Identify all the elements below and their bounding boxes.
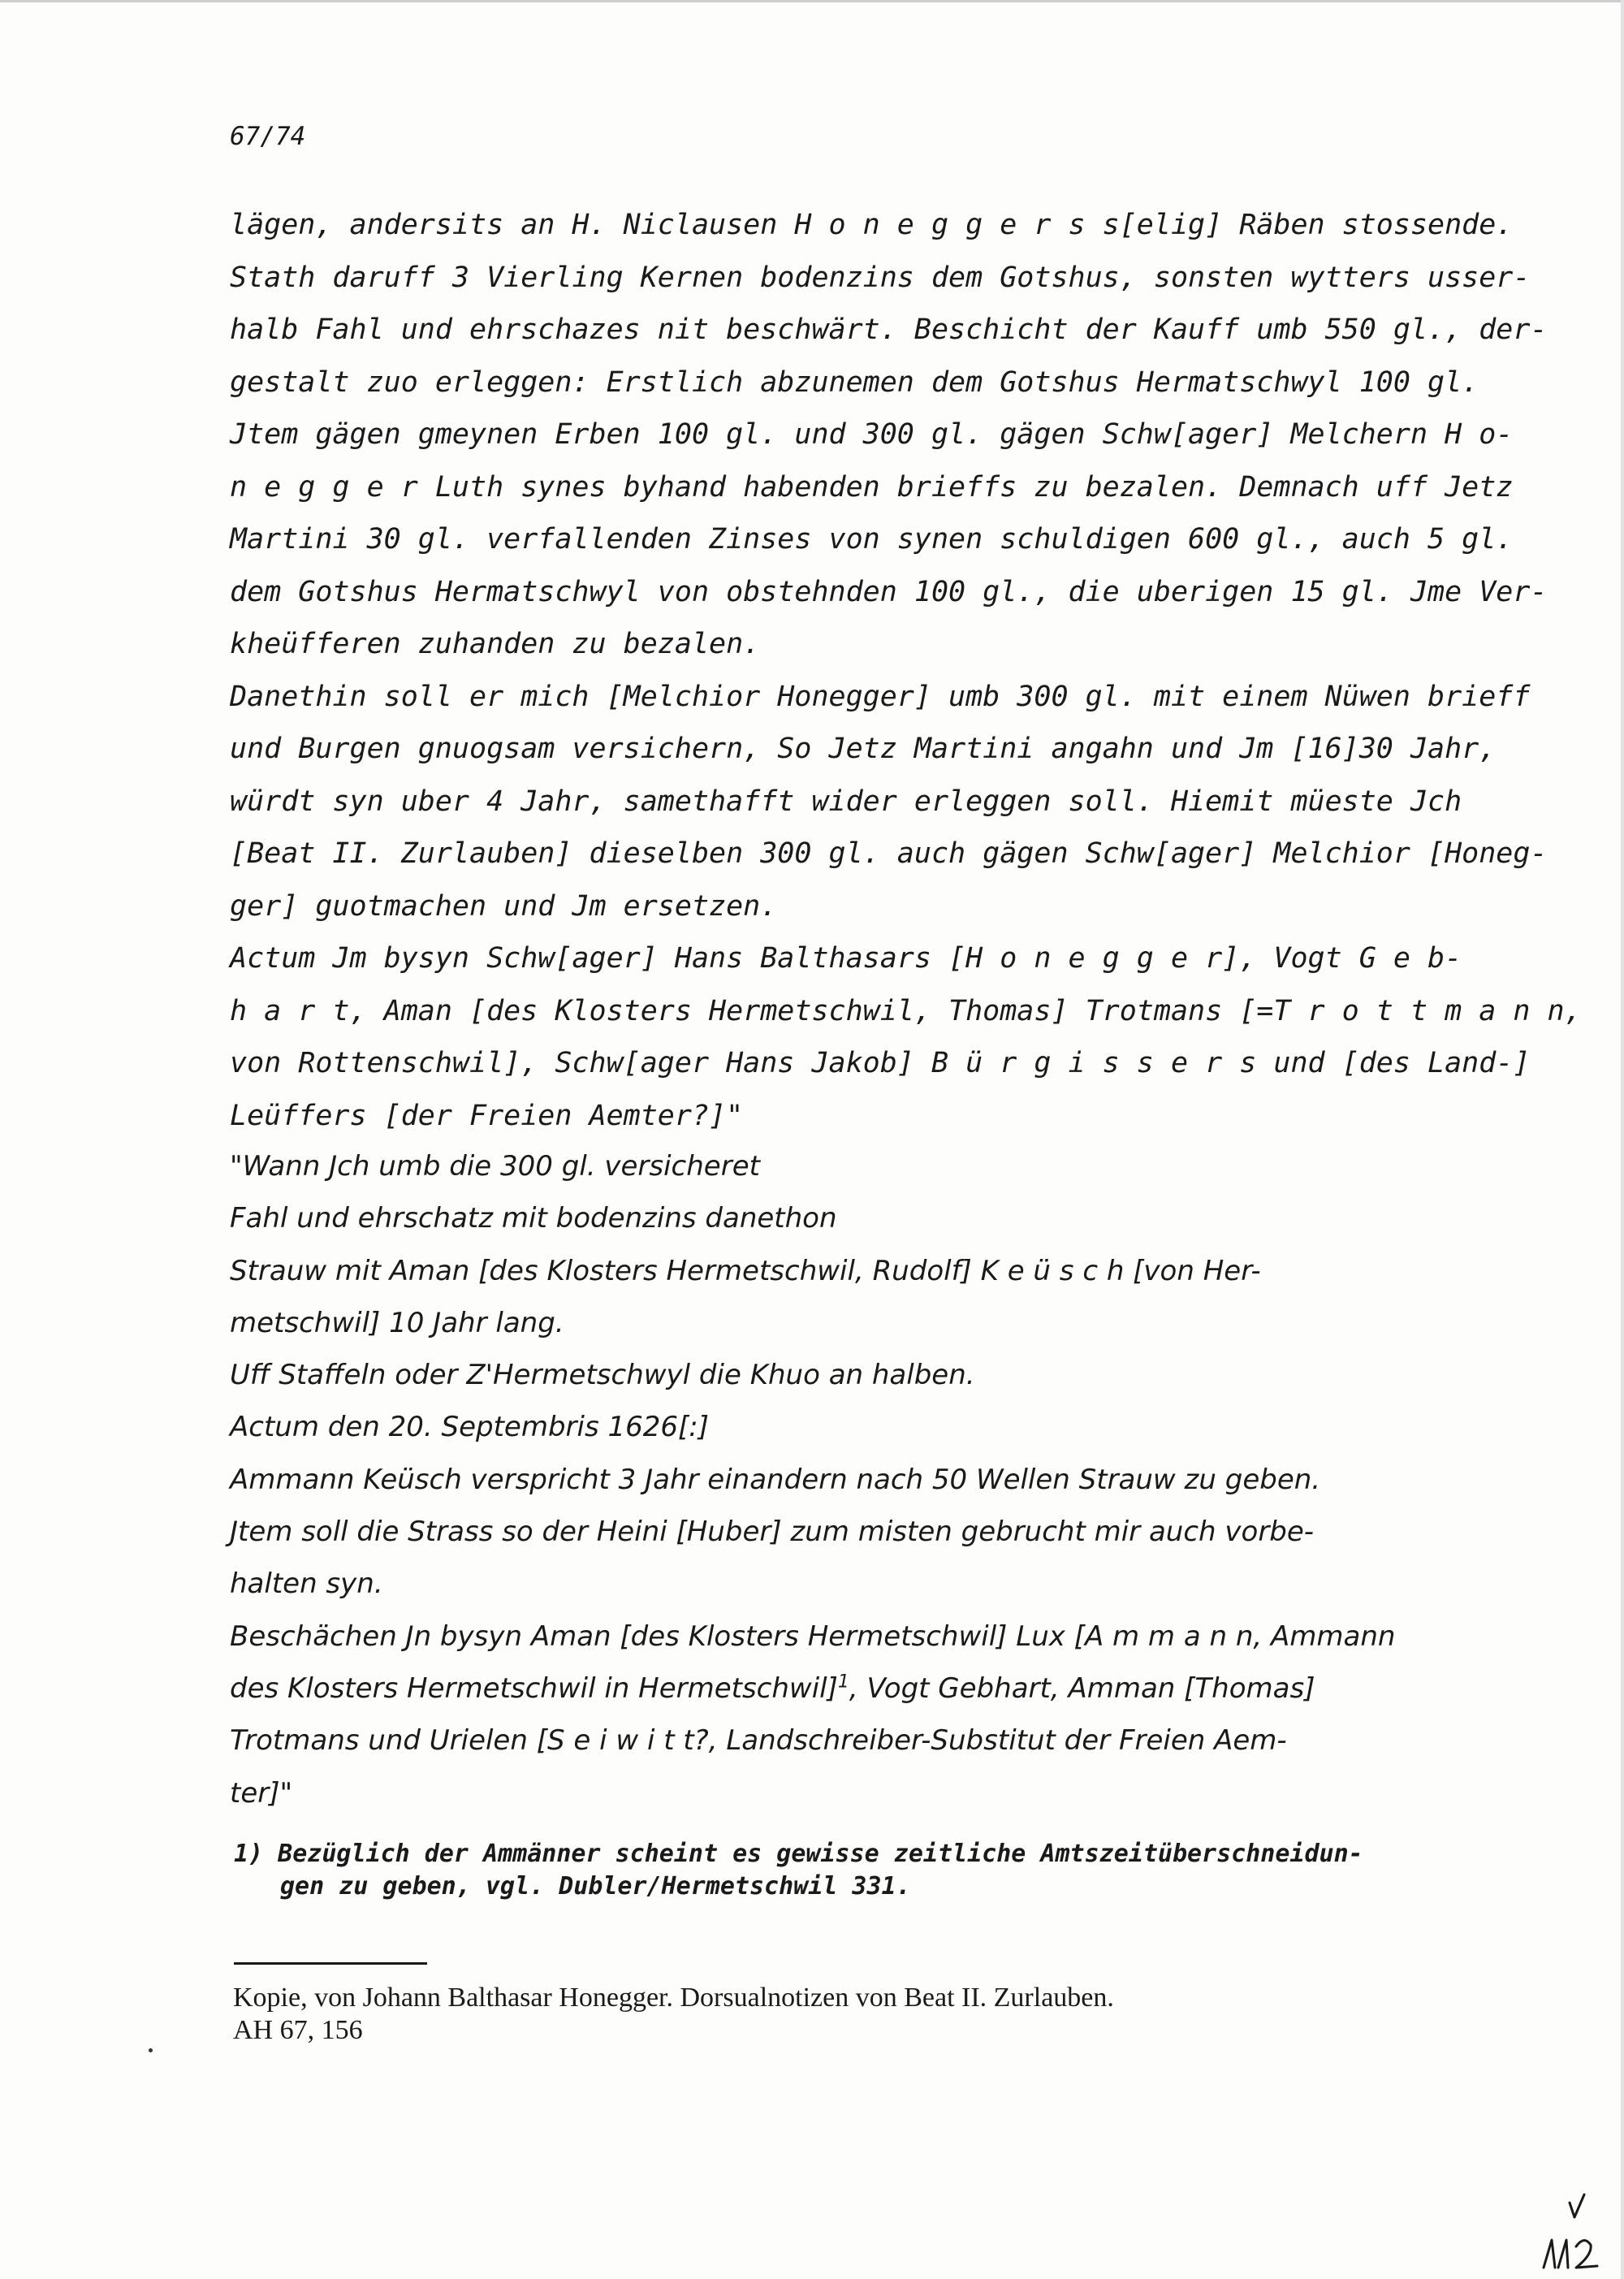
body-line: Actum Jm bysyn Schw[ager] Hans Balthasars [H o n e g g e r], Vogt G e b- <box>230 942 1462 975</box>
body-line: halb Fahl und ehrschazes nit beschwärt. Beschicht der Kauff umb 550 gl., der- <box>230 314 1548 346</box>
script-line: Ammann Keüsch verspricht 3 Jahr einandern nach 50 Wellen Strauw zu geben. <box>230 1463 1321 1496</box>
script-line-with-footnote <box>230 1663 1497 1715</box>
body-line: Jtem gägen gmeynen Erben 100 gl. und 300 gl. gägen Schw[ager] Melchern H o- <box>230 418 1514 451</box>
page-top-edge <box>0 0 1624 2</box>
script-line-part: , Vogt Gebhart, Amman [Thomas] <box>849 1671 1315 1705</box>
script-line: Actum den 20. Septembris 1626[:] <box>230 1411 709 1444</box>
script-line: ter]" <box>230 1776 293 1810</box>
body-line: h a r t, Aman [des Klosters Hermetschwil, Thomas] Trotmans [=T r o t t m a n n, <box>230 994 1582 1027</box>
script-line: metschwil] 10 Jahr lang. <box>230 1306 564 1339</box>
body-line: Stath daruff 3 Vierling Kernen bodenzins dem Gotshus, sonsten wytters usser- <box>230 261 1531 294</box>
body-line: [Beat II. Zurlauben] dieselben 300 gl. auch gägen Schw[ager] Melchior [Honeg- <box>230 837 1548 870</box>
script-transcription-body <box>230 1140 1497 1819</box>
script-line: Jtem soll die Strass so der Heini [Huber] zum misten gebrucht mir auch vorbe- <box>230 1516 1315 1549</box>
footnote-reference: 1 <box>837 1671 849 1693</box>
page-right-edge <box>1621 0 1624 2279</box>
handwritten-page-mark-icon <box>1539 2193 1604 2274</box>
footnote-divider <box>234 1962 427 1965</box>
source-line: Kopie, von Johann Balthasar Honegger. Dorsualnotizen von Beat II. Zurlauben. <box>233 1983 1114 2013</box>
script-line: Trotmans und Urielen [S e i w i t t?, Landschreiber-Substitut der Freien Aem- <box>230 1724 1287 1758</box>
body-line: Leüffers [der Freien Aemter?]" <box>230 1099 744 1132</box>
script-line: "Wann Jch umb die 300 gl. versicheret <box>230 1150 760 1183</box>
script-line-part: des Klosters Hermetschwil in Hermetschwil] <box>230 1671 838 1705</box>
script-line: Beschächen Jn bysyn Aman [des Klosters Hermetschwil] Lux [A m m a n n, Ammann <box>230 1620 1396 1653</box>
script-line: Strauw mit Aman [des Klosters Hermetschwil, Rudolf] K e ü s c h [von Her- <box>230 1254 1261 1287</box>
source-line: AH 67, 156 <box>233 2015 363 2045</box>
body-line: kheüfferen zuhanden zu bezalen. <box>230 628 761 660</box>
typed-transcription-body <box>230 199 1582 1142</box>
body-line: Martini 30 gl. verfallenden Zinses von synen schuldigen 600 gl., auch 5 gl. <box>230 523 1514 556</box>
body-line: gestalt zuo erleggen: Erstlich abzunemen dem Gotshus Hermatschwyl 100 gl. <box>230 365 1479 399</box>
body-line: ger] guotmachen und Jm ersetzen. <box>230 889 778 923</box>
footnote <box>234 1838 1533 1903</box>
body-line: würdt syn uber 4 Jahr, samethafft wider erleggen soll. Hiemit müeste Jch <box>230 785 1462 818</box>
footnote-line: 1) Bezüglich der Ammänner scheint es gewisse zeitliche Amtszeitüberschneidun- <box>234 1840 1363 1868</box>
body-line: n e g g e r Luth synes byhand habenden brieffs zu bezalen. Demnach uff Jetz <box>230 470 1514 504</box>
body-line: dem Gotshus Hermatschwyl von obstehnden 100 gl., die uberigen 15 gl. Jme Ver- <box>230 575 1548 608</box>
body-line: lägen, andersits an H. Niclausen H o n e g g e r s s[elig] Räben stossende. <box>230 209 1514 241</box>
script-line: Fahl und ehrschatz mit bodenzins danethon <box>230 1202 837 1235</box>
script-line: Uff Staffeln oder Z'Hermetschwyl die Khuo an halben. <box>230 1359 975 1392</box>
source-note <box>233 1982 1573 2047</box>
page-number: 67/74 <box>230 122 306 151</box>
body-line: Danethin soll er mich [Melchior Honegger] umb 300 gl. mit einem Nüwen brieff <box>230 680 1531 713</box>
script-line: halten syn. <box>230 1568 383 1601</box>
body-line: und Burgen gnuogsam versichern, So Jetz Martini angahn und Jm [16]30 Jahr, <box>230 733 1497 765</box>
margin-dot <box>149 2048 153 2052</box>
footnote-line: gen zu geben, vgl. Dubler/Hermetschwil 331. <box>280 1872 911 1901</box>
body-line: von Rottenschwil], Schw[ager Hans Jakob] B ü r g i s s e r s und [des Land-] <box>230 1047 1531 1079</box>
